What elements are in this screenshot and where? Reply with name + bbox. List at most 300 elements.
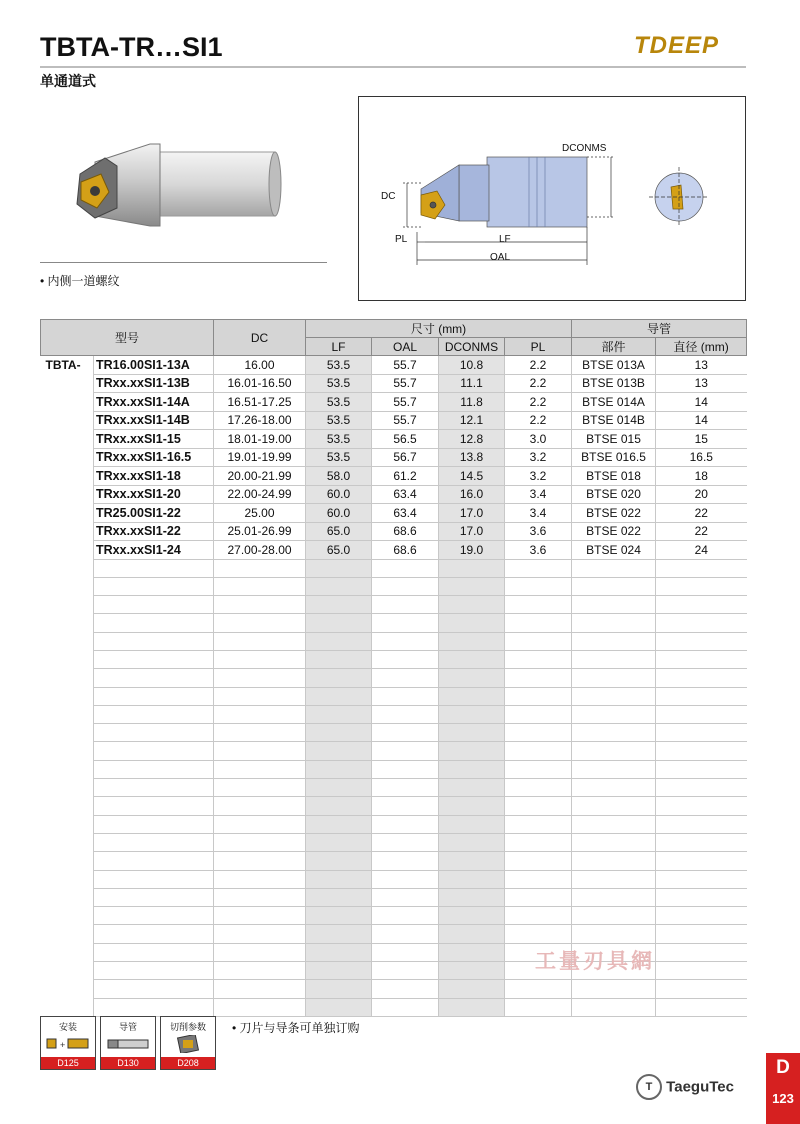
empty-cell: [41, 907, 94, 925]
empty-cell: [372, 632, 439, 650]
empty-cell: [214, 687, 306, 705]
empty-cell: [505, 980, 572, 998]
col-part: 部件: [572, 338, 656, 356]
empty-cell: [306, 742, 372, 760]
empty-cell: [439, 779, 505, 797]
company-name: TaeguTec: [666, 1078, 734, 1096]
dimension-diagram: [358, 96, 746, 301]
empty-cell: [656, 687, 747, 705]
empty-cell: [94, 577, 214, 595]
empty-cell: [214, 669, 306, 687]
model-prefix: [41, 430, 94, 449]
cell-dia: 14: [656, 411, 747, 430]
cell-pl: 3.2: [505, 467, 572, 486]
cell-dia: 13: [656, 374, 747, 393]
empty-cell: [505, 559, 572, 577]
empty-cell: [94, 742, 214, 760]
empty-cell: [214, 742, 306, 760]
empty-cell: [505, 833, 572, 851]
empty-cell: [656, 559, 747, 577]
model-prefix: [41, 504, 94, 523]
model-prefix: [41, 411, 94, 430]
empty-cell: [505, 705, 572, 723]
table-row: [41, 356, 747, 375]
cell-model: TRxx.xxSI1-24: [94, 541, 214, 560]
table-row: [41, 485, 747, 504]
ref-install[interactable]: [40, 1016, 96, 1070]
empty-cell: [439, 907, 505, 925]
empty-cell: [372, 888, 439, 906]
col-dims-group: 尺寸 (mm): [306, 320, 572, 338]
cell-dc: 16.51-17.25: [214, 393, 306, 412]
cell-dconms: 14.5: [439, 467, 505, 486]
empty-cell: [372, 943, 439, 961]
cell-model: TRxx.xxSI1-16.5: [94, 448, 214, 467]
empty-cell: [505, 742, 572, 760]
model-prefix: [41, 393, 94, 412]
empty-cell: [214, 559, 306, 577]
empty-cell: [372, 998, 439, 1016]
cell-dconms: 16.0: [439, 485, 505, 504]
empty-cell: [439, 650, 505, 668]
cutting-data-icon: [165, 1035, 211, 1053]
empty-cell: [505, 815, 572, 833]
empty-cell: [41, 632, 94, 650]
empty-cell: [656, 907, 747, 925]
empty-cell: [656, 852, 747, 870]
empty-row: [41, 650, 747, 668]
empty-row: [41, 596, 747, 614]
empty-cell: [306, 870, 372, 888]
empty-cell: [41, 577, 94, 595]
empty-cell: [656, 669, 747, 687]
cell-pl: 2.2: [505, 356, 572, 375]
spec-table: [40, 319, 747, 1017]
install-icon: [45, 1035, 91, 1053]
cell-part: BTSE 015: [572, 430, 656, 449]
empty-cell: [372, 559, 439, 577]
empty-cell: [306, 943, 372, 961]
cell-dc: 19.01-19.99: [214, 448, 306, 467]
cell-dia: 16.5: [656, 448, 747, 467]
empty-row: [41, 577, 747, 595]
empty-cell: [94, 870, 214, 888]
empty-cell: [214, 833, 306, 851]
empty-cell: [372, 833, 439, 851]
empty-cell: [41, 614, 94, 632]
empty-cell: [306, 559, 372, 577]
empty-cell: [572, 925, 656, 943]
empty-cell: [439, 724, 505, 742]
empty-cell: [94, 779, 214, 797]
cell-dc: 17.26-18.00: [214, 411, 306, 430]
cell-dconms: 12.1: [439, 411, 505, 430]
ref-install-page: D125: [41, 1057, 95, 1069]
model-prefix: [41, 374, 94, 393]
cell-dconms: 12.8: [439, 430, 505, 449]
empty-cell: [94, 596, 214, 614]
empty-row: [41, 705, 747, 723]
table-row: [41, 467, 747, 486]
empty-cell: [572, 650, 656, 668]
empty-cell: [306, 577, 372, 595]
thread-note: • 内侧一道螺纹: [40, 274, 120, 288]
empty-cell: [656, 797, 747, 815]
empty-cell: [41, 852, 94, 870]
empty-cell: [214, 888, 306, 906]
cell-lf: 53.5: [306, 448, 372, 467]
empty-cell: [372, 797, 439, 815]
empty-cell: [214, 925, 306, 943]
cell-dc: 16.00: [214, 356, 306, 375]
empty-cell: [94, 650, 214, 668]
empty-cell: [572, 998, 656, 1016]
empty-cell: [505, 596, 572, 614]
oal-label: OAL: [490, 252, 511, 263]
empty-cell: [372, 907, 439, 925]
empty-cell: [656, 760, 747, 778]
empty-cell: [214, 943, 306, 961]
empty-cell: [439, 614, 505, 632]
empty-cell: [656, 943, 747, 961]
empty-cell: [94, 760, 214, 778]
ref-guide-page: D130: [101, 1057, 155, 1069]
empty-cell: [214, 724, 306, 742]
empty-cell: [505, 669, 572, 687]
empty-cell: [505, 724, 572, 742]
cell-pl: 2.2: [505, 411, 572, 430]
empty-cell: [41, 925, 94, 943]
cell-part: BTSE 022: [572, 504, 656, 523]
empty-cell: [94, 632, 214, 650]
cell-dia: 14: [656, 393, 747, 412]
empty-cell: [656, 705, 747, 723]
cell-dc: 18.01-19.00: [214, 430, 306, 449]
cell-part: BTSE 013B: [572, 374, 656, 393]
empty-row: [41, 980, 747, 998]
col-oal: OAL: [372, 338, 439, 356]
empty-cell: [306, 925, 372, 943]
empty-cell: [656, 833, 747, 851]
empty-row: [41, 724, 747, 742]
empty-cell: [306, 669, 372, 687]
empty-cell: [505, 614, 572, 632]
ref-guide[interactable]: [100, 1016, 156, 1070]
table-row: [41, 504, 747, 523]
table-row: [41, 541, 747, 560]
empty-cell: [439, 596, 505, 614]
empty-cell: [656, 962, 747, 980]
empty-row: [41, 559, 747, 577]
svg-text:+: +: [60, 1040, 66, 1050]
empty-cell: [372, 650, 439, 668]
tool-drawing: [359, 97, 745, 300]
empty-cell: [372, 742, 439, 760]
empty-row: [41, 925, 747, 943]
model-prefix: [41, 467, 94, 486]
empty-cell: [41, 669, 94, 687]
cell-pl: 2.2: [505, 393, 572, 412]
cell-dia: 15: [656, 430, 747, 449]
empty-cell: [306, 962, 372, 980]
title-divider: [40, 66, 746, 68]
cell-oal: 55.7: [372, 393, 439, 412]
cell-model: TRxx.xxSI1-20: [94, 485, 214, 504]
model-prefix: [41, 448, 94, 467]
section-tab: [766, 1053, 800, 1124]
empty-row: [41, 998, 747, 1016]
empty-cell: [656, 724, 747, 742]
empty-cell: [41, 943, 94, 961]
page-title: TBTA-TR…SI1: [40, 32, 223, 62]
empty-cell: [505, 888, 572, 906]
dc-label: DC: [381, 191, 396, 202]
lf-label: LF: [499, 234, 511, 245]
empty-cell: [41, 724, 94, 742]
empty-cell: [94, 852, 214, 870]
empty-cell: [656, 888, 747, 906]
cell-pl: 3.6: [505, 541, 572, 560]
empty-cell: [214, 760, 306, 778]
cell-model: TRxx.xxSI1-18: [94, 467, 214, 486]
cell-oal: 55.7: [372, 356, 439, 375]
empty-cell: [306, 980, 372, 998]
watermark: 工量刃具網: [535, 950, 655, 973]
cell-lf: 53.5: [306, 393, 372, 412]
empty-cell: [572, 669, 656, 687]
cell-oal: 56.5: [372, 430, 439, 449]
empty-cell: [505, 650, 572, 668]
cell-model: TRxx.xxSI1-22: [94, 522, 214, 541]
empty-cell: [439, 632, 505, 650]
empty-cell: [41, 815, 94, 833]
empty-cell: [214, 852, 306, 870]
cell-dc: 20.00-21.99: [214, 467, 306, 486]
empty-cell: [656, 925, 747, 943]
cell-lf: 58.0: [306, 467, 372, 486]
empty-cell: [372, 614, 439, 632]
empty-cell: [41, 596, 94, 614]
cell-dc: 25.00: [214, 504, 306, 523]
empty-cell: [94, 943, 214, 961]
empty-cell: [41, 998, 94, 1016]
tool-photo: [55, 130, 320, 240]
empty-row: [41, 888, 747, 906]
cell-oal: 68.6: [372, 522, 439, 541]
empty-cell: [41, 687, 94, 705]
cell-lf: 53.5: [306, 411, 372, 430]
cell-dia: 20: [656, 485, 747, 504]
empty-cell: [306, 833, 372, 851]
cell-dconms: 11.8: [439, 393, 505, 412]
empty-cell: [439, 943, 505, 961]
company-logo-icon: T: [636, 1074, 662, 1100]
empty-cell: [572, 614, 656, 632]
empty-row: [41, 687, 747, 705]
empty-cell: [656, 596, 747, 614]
dconms-label: DCONMS: [562, 143, 607, 154]
empty-cell: [94, 687, 214, 705]
cell-dconms: 10.8: [439, 356, 505, 375]
empty-cell: [94, 705, 214, 723]
empty-cell: [572, 760, 656, 778]
empty-cell: [505, 907, 572, 925]
col-diameter: 直径 (mm): [656, 338, 747, 356]
empty-cell: [372, 870, 439, 888]
empty-row: [41, 779, 747, 797]
pl-label: PL: [395, 234, 408, 245]
empty-cell: [439, 925, 505, 943]
col-model: 型号: [41, 320, 214, 356]
cell-lf: 60.0: [306, 485, 372, 504]
empty-cell: [214, 962, 306, 980]
empty-cell: [656, 632, 747, 650]
empty-cell: [656, 815, 747, 833]
model-prefix: TBTA-: [45, 358, 81, 372]
empty-cell: [439, 962, 505, 980]
empty-cell: [214, 870, 306, 888]
empty-cell: [94, 797, 214, 815]
empty-cell: [572, 797, 656, 815]
cell-model: TR25.00SI1-22: [94, 504, 214, 523]
empty-cell: [41, 980, 94, 998]
empty-cell: [439, 833, 505, 851]
empty-cell: [439, 980, 505, 998]
empty-cell: [505, 687, 572, 705]
empty-row: [41, 797, 747, 815]
empty-cell: [439, 852, 505, 870]
empty-cell: [94, 962, 214, 980]
empty-cell: [572, 980, 656, 998]
cell-lf: 53.5: [306, 430, 372, 449]
table-row: [41, 374, 747, 393]
empty-cell: [41, 870, 94, 888]
empty-row: [41, 833, 747, 851]
ref-cutting[interactable]: [160, 1016, 216, 1070]
col-dconms: DCONMS: [439, 338, 505, 356]
empty-cell: [94, 559, 214, 577]
empty-cell: [439, 669, 505, 687]
cell-dia: 18: [656, 467, 747, 486]
col-guide-group: 导管: [572, 320, 747, 338]
empty-cell: [372, 962, 439, 980]
empty-cell: [214, 650, 306, 668]
cell-pl: 3.6: [505, 522, 572, 541]
empty-cell: [439, 705, 505, 723]
empty-cell: [439, 760, 505, 778]
empty-cell: [505, 925, 572, 943]
col-lf: LF: [306, 338, 372, 356]
empty-cell: [214, 980, 306, 998]
empty-cell: [572, 687, 656, 705]
page-number: 123: [772, 1091, 794, 1106]
cell-model: TRxx.xxSI1-15: [94, 430, 214, 449]
table-row: [41, 411, 747, 430]
empty-cell: [94, 980, 214, 998]
empty-cell: [41, 760, 94, 778]
empty-cell: [572, 779, 656, 797]
cell-model: TRxx.xxSI1-13B: [94, 374, 214, 393]
empty-cell: [41, 705, 94, 723]
cell-dc: 25.01-26.99: [214, 522, 306, 541]
empty-cell: [214, 998, 306, 1016]
empty-cell: [572, 559, 656, 577]
empty-cell: [656, 614, 747, 632]
empty-cell: [439, 687, 505, 705]
cell-model: TR16.00SI1-13A: [94, 356, 214, 375]
empty-cell: [94, 724, 214, 742]
cell-part: BTSE 024: [572, 541, 656, 560]
empty-cell: [572, 596, 656, 614]
empty-cell: [306, 815, 372, 833]
empty-cell: [572, 888, 656, 906]
empty-cell: [656, 650, 747, 668]
empty-row: [41, 614, 747, 632]
empty-cell: [41, 779, 94, 797]
empty-cell: [214, 797, 306, 815]
empty-cell: [94, 669, 214, 687]
cell-dconms: 19.0: [439, 541, 505, 560]
empty-cell: [41, 650, 94, 668]
empty-cell: [214, 815, 306, 833]
empty-cell: [306, 614, 372, 632]
empty-row: [41, 870, 747, 888]
cell-lf: 53.5: [306, 356, 372, 375]
cell-model: TRxx.xxSI1-14A: [94, 393, 214, 412]
empty-cell: [572, 724, 656, 742]
cell-pl: 2.2: [505, 374, 572, 393]
empty-cell: [306, 779, 372, 797]
empty-row: [41, 742, 747, 760]
cell-part: BTSE 016.5: [572, 448, 656, 467]
empty-cell: [439, 870, 505, 888]
empty-cell: [572, 577, 656, 595]
col-dc: DC: [214, 320, 306, 356]
empty-cell: [94, 998, 214, 1016]
empty-cell: [94, 907, 214, 925]
empty-cell: [439, 815, 505, 833]
cell-dconms: 11.1: [439, 374, 505, 393]
cell-pl: 3.0: [505, 430, 572, 449]
empty-cell: [94, 833, 214, 851]
cell-oal: 63.4: [372, 504, 439, 523]
cell-dconms: 17.0: [439, 504, 505, 523]
empty-cell: [656, 870, 747, 888]
empty-cell: [306, 797, 372, 815]
cell-dconms: 17.0: [439, 522, 505, 541]
cell-part: BTSE 014B: [572, 411, 656, 430]
cell-part: BTSE 018: [572, 467, 656, 486]
empty-cell: [214, 907, 306, 925]
empty-cell: [306, 705, 372, 723]
cell-oal: 68.6: [372, 541, 439, 560]
section-letter: D: [776, 1057, 790, 1078]
empty-cell: [439, 797, 505, 815]
cell-part: BTSE 013A: [572, 356, 656, 375]
cell-dia: 22: [656, 522, 747, 541]
table-row: [41, 448, 747, 467]
empty-cell: [572, 742, 656, 760]
empty-cell: [372, 724, 439, 742]
cell-pl: 3.4: [505, 485, 572, 504]
empty-cell: [439, 577, 505, 595]
empty-cell: [656, 577, 747, 595]
cell-dconms: 13.8: [439, 448, 505, 467]
empty-cell: [572, 870, 656, 888]
empty-cell: [214, 596, 306, 614]
empty-cell: [214, 779, 306, 797]
empty-row: [41, 907, 747, 925]
